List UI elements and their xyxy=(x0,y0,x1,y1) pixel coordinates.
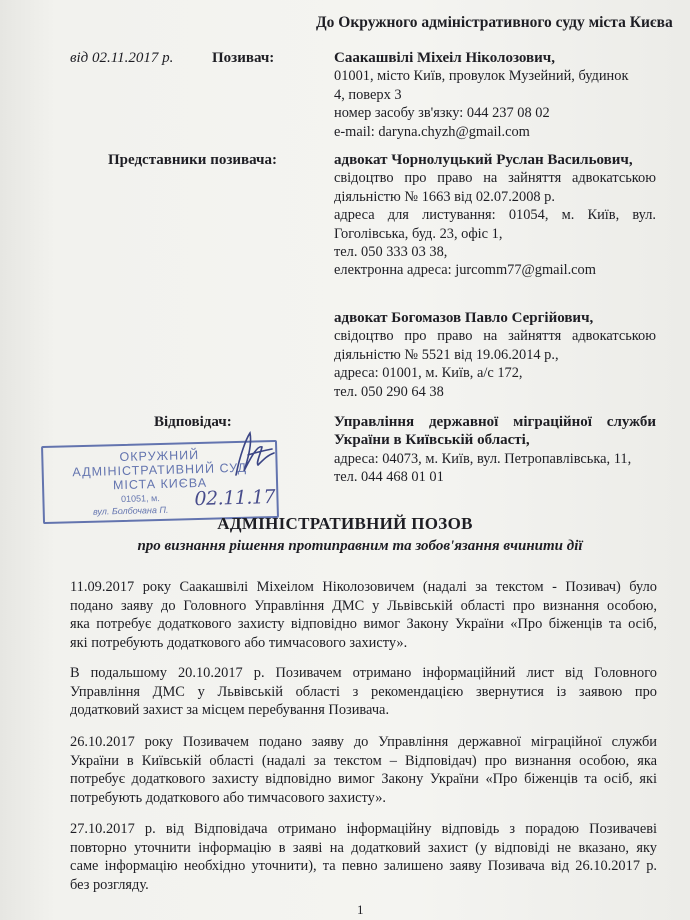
paragraph-line: Управління ДМС у Львівській області з рекомендацією звернутися із заявою про xyxy=(70,683,657,700)
plaintiff-label: Позивач: xyxy=(212,50,275,66)
paragraph-line: потребують додаткового або тимчасового захисту». xyxy=(70,789,386,806)
plaintiff-email: e-mail: daryna.chyzh@gmail.com xyxy=(334,123,530,140)
stamp-line: 01051, м. xyxy=(120,493,160,505)
representative-second-line: діяльністю № 5521 від 19.06.2014 р., xyxy=(334,346,559,363)
stamp-line: вул. Болбочана П. xyxy=(92,504,169,517)
plaintiff-address-line: 4, поверх 3 xyxy=(334,86,402,103)
representative-second-name: адвокат Богомазов Павло Сергійович, xyxy=(334,310,594,326)
representative-first xyxy=(334,151,656,280)
stamp-handwritten-date: 02.11.17 xyxy=(194,485,276,511)
plaintiff-phone: номер засобу зв'язку: 044 237 08 02 xyxy=(334,105,550,122)
representative-first-line: діяльністю № 1663 від 02.07.2008 р. xyxy=(334,188,555,205)
representative-first-line: свідоцтво про право на зайняття адвокатською xyxy=(334,170,656,187)
representative-first-name: адвокат Чорнолуцький Руслан Васильович, xyxy=(334,152,633,168)
representative-second-line: адреса: 01001, м. Київ, а/с 172, xyxy=(334,365,523,382)
stamp-line: ОКРУЖНИЙ xyxy=(119,447,200,465)
paragraph-line: потребує додаткового захисту відповідно вимог Закону України «Про біженців та осіб, які xyxy=(70,771,657,788)
plaintiff-details xyxy=(334,49,656,141)
paragraph-4 xyxy=(70,820,657,894)
document-title: АДМІНІСТРАТИВНИЙ ПОЗОВ xyxy=(217,514,473,533)
plaintiff-address-line: 01001, місто Київ, провулок Музейний, будинок xyxy=(334,68,629,85)
representatives-label: Представники позивача: xyxy=(108,152,277,168)
paragraph-line: без розгляду. xyxy=(70,876,149,893)
paragraph-line: 26.10.2017 року Позивачем подано заяву до Управління державної міграційної служби xyxy=(70,734,657,750)
paragraph-line: які потребують додаткового або тимчасового захисту». xyxy=(70,634,408,651)
paragraph-line: яка потребує додаткового захисту відповідно вимог Закону України «Про біженців та осіб, xyxy=(70,616,657,633)
filing-date: від 02.11.2017 р. xyxy=(70,50,174,66)
plaintiff-name: Саакашвілі Міхеіл Ніколозович, xyxy=(334,50,555,66)
defendant-name: Управління державної міграційної служби xyxy=(334,414,656,430)
document-subtitle: про визнання рішення протиправним та зобов'язання вчинити дії xyxy=(137,538,583,554)
paragraph-line: 27.10.2017 р. від Відповідача отримано інформаційну відповідь з порадою Позивачеві xyxy=(70,821,657,837)
paragraph-2 xyxy=(70,664,657,720)
representative-first-line: Гоголівська, буд. 23, офіс 1, xyxy=(334,225,503,242)
paragraph-line: повторно уточнити інформацію в заяві на додатковий захист (у відповіді не вказано, яку xyxy=(70,839,657,856)
paragraph-1 xyxy=(70,578,657,652)
stamp-line: МІСТА КИЄВА xyxy=(112,475,208,493)
paragraph-line: саме інформацію необхідно уточнити), та певно залишено заяву Позивача від 26.10.2017 р. xyxy=(70,858,657,875)
defendant-details xyxy=(334,413,656,487)
paragraph-line: 11.09.2017 року Саакашвілі Міхеілом Ніколозовичем (надалі за текстом - Позивач) було xyxy=(70,579,657,595)
addressee-heading: До Окружного адміністративного суду міста Києва xyxy=(316,14,673,31)
paragraph-line: додатковий захист за місцем перебування Позивача. xyxy=(70,702,390,719)
representative-first-phone: тел. 050 333 03 38, xyxy=(334,244,448,261)
representative-second-phone: тел. 050 290 64 38 xyxy=(334,383,444,400)
stamp-line: АДМІНІСТРАТИВНИЙ СУД xyxy=(72,460,248,480)
defendant-phone: тел. 044 468 01 01 xyxy=(334,469,444,486)
defendant-name: України в Київській області, xyxy=(334,432,530,449)
representative-first-line: адреса для листування: 01054, м. Київ, вул. xyxy=(334,207,656,224)
defendant-address: адреса: 04073, м. Київ, вул. Петропавлівська, 11, xyxy=(334,450,632,467)
paragraph-line: України в Київській області (надалі за текстом – Відповідач) про визнання особою, яка xyxy=(70,752,657,769)
signature-icon xyxy=(228,425,280,487)
paragraph-line: подано заяву до Головного Управління ДМС у Львівській області про визнання особою, xyxy=(70,597,657,614)
representative-first-email: електронна адреса: jurcomm77@gmail.com xyxy=(334,262,596,279)
page-number: 1 xyxy=(357,902,364,917)
defendant-label: Відповідач: xyxy=(154,414,232,430)
representative-second xyxy=(334,309,656,401)
paragraph-line: В подальшому 20.10.2017 р. Позивачем отримано інформаційний лист від Головного xyxy=(70,665,657,681)
representative-second-line: свідоцтво про право на зайняття адвокатською xyxy=(334,328,656,345)
paragraph-3 xyxy=(70,733,657,807)
